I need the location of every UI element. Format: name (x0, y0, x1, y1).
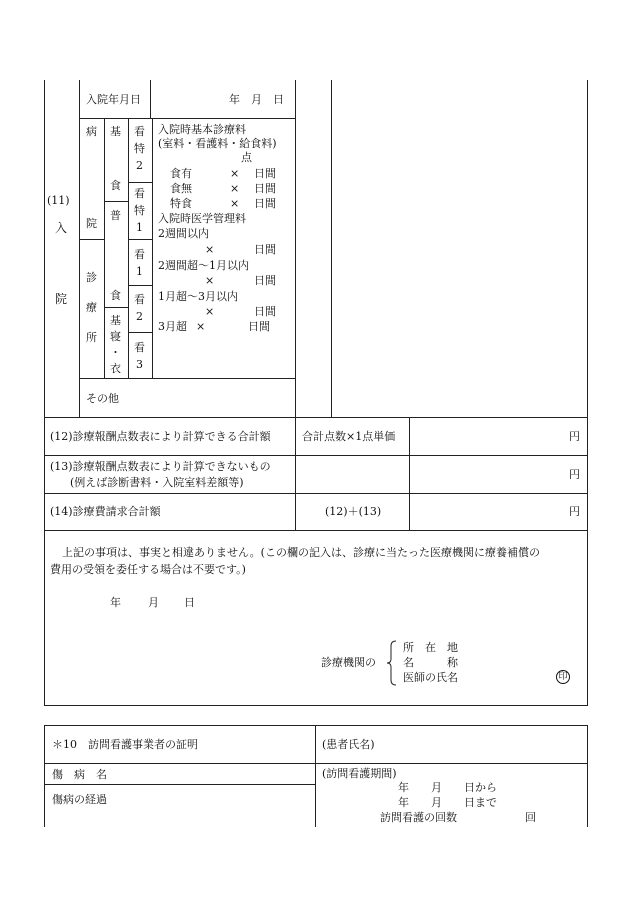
mgmt-unit: 日間 (254, 305, 276, 318)
meal-row-name: 食有 (170, 167, 192, 180)
kishin-char: 寝 (110, 330, 121, 343)
kan2-char: 2 (136, 310, 143, 323)
kan3-char: 3 (136, 358, 143, 371)
divider (44, 493, 588, 494)
over3-x: × (196, 320, 206, 333)
kan-toku2-char: 看 (134, 125, 145, 138)
section-14-formula: (12)＋(13) (325, 505, 382, 518)
mgmt-unit: 日間 (254, 274, 276, 287)
kan3-char: 看 (134, 341, 145, 354)
meal-row-name: 特食 (170, 197, 192, 210)
meal-row-unit: 日間 (254, 197, 276, 210)
kan-toku1-char: 看 (134, 187, 145, 200)
divider (128, 285, 153, 286)
kan1-char: 1 (136, 265, 143, 278)
divider (44, 417, 588, 418)
divider (295, 80, 296, 417)
kan-toku2-char: 2 (136, 159, 143, 172)
divider (152, 118, 153, 379)
seal-icon: 印 (556, 670, 570, 684)
institution-label: 診療機関の (321, 656, 376, 669)
section-11-char: 院 (55, 292, 68, 306)
meal-row-unit: 日間 (254, 182, 276, 195)
section-12-formula: 合計点数×1点単価 (302, 430, 396, 443)
divider (128, 118, 129, 379)
kan1-char: 看 (134, 248, 145, 261)
shinryojo-char: 療 (86, 301, 97, 314)
section-13-label-line2: (例えば診断書料・入院室料差額等) (70, 476, 244, 489)
divider (104, 118, 105, 379)
divider (104, 307, 129, 308)
meal-row-unit: 日間 (254, 167, 276, 180)
visit-count-unit: 回 (525, 811, 536, 824)
divider (128, 182, 153, 183)
divider (331, 80, 332, 417)
brace-icon (386, 640, 398, 686)
divider (587, 725, 588, 827)
section-13-unit: 円 (569, 468, 580, 481)
divider (104, 201, 129, 202)
name-label: 名 称 (403, 656, 458, 669)
admission-date-label: 入院年月日 (86, 93, 141, 106)
mgmt-period: 1月超〜3月以内 (158, 290, 238, 303)
divider (44, 763, 588, 764)
frame-right-line (587, 80, 588, 706)
basic-fee-sub: (室料・看護料・給食料) (158, 137, 277, 150)
divider (315, 725, 316, 827)
meal-row-x: × (230, 182, 240, 195)
injury-name-label: 傷 病 名 (52, 768, 107, 781)
date-month: 月 (148, 596, 159, 609)
visit-to: 年 月 日まで (398, 796, 497, 809)
shoku-char: 食 (110, 289, 121, 302)
divider (409, 417, 410, 531)
byoin-char: 病 (86, 125, 97, 138)
byoin-char: 院 (86, 217, 97, 230)
shoku-char: 食 (110, 179, 121, 192)
kan2-char: 看 (134, 293, 145, 306)
divider (44, 725, 588, 726)
meal-row-x: × (230, 197, 240, 210)
section-11-number: (11) (47, 194, 70, 207)
admission-date-value: 年 月 日 (229, 93, 284, 106)
meal-row-x: × (230, 167, 240, 180)
date-year: 年 (110, 596, 121, 609)
visit-count-label: 訪問看護の回数 (380, 811, 457, 824)
statement-line2: 費用の受領を委任する場合は不要です。) (50, 563, 246, 576)
frame-bottom-line (44, 705, 588, 706)
kishin-char: 基 (110, 314, 121, 327)
divider (295, 417, 296, 531)
kishin-char: ・ (110, 346, 121, 359)
over3-unit: 日間 (248, 320, 270, 333)
progress-label: 傷病の経過 (52, 793, 107, 806)
mgmt-x: × (205, 305, 215, 318)
fu-char: 普 (110, 209, 121, 222)
shinryojo-char: 診 (86, 271, 97, 284)
ki-char: 基 (110, 125, 121, 138)
date-day: 日 (184, 596, 195, 609)
kishin-char: 衣 (110, 362, 121, 375)
mgmt-unit: 日間 (254, 243, 276, 256)
mgmt-period: 2週間超〜1月以内 (158, 259, 249, 272)
divider (79, 378, 296, 379)
divider (44, 455, 588, 456)
address-label: 所 在 地 (403, 641, 458, 654)
visit-period-label: (訪問看護期間) (322, 767, 397, 780)
shinryojo-char: 所 (86, 331, 97, 344)
divider (128, 239, 153, 240)
basic-fee-title: 入院時基本診療料 (158, 123, 246, 136)
medical-mgmt-title: 入院時医学管理料 (158, 212, 246, 225)
section-12-label: (12)診療報酬点数表により計算できる合計額 (50, 430, 271, 443)
section-13-label-line1: (13)診療報酬点数表により計算できないもの (50, 460, 271, 473)
section-10-title: ＊10 訪問看護事業者の証明 (52, 738, 198, 751)
section-14-label: (14)診療費請求合計額 (50, 505, 161, 518)
divider (44, 725, 45, 827)
kan-toku1-char: 特 (134, 204, 145, 217)
other-label: その他 (86, 392, 119, 405)
visit-from: 年 月 日から (398, 781, 497, 794)
divider (150, 80, 151, 119)
divider (44, 784, 316, 785)
divider (44, 530, 588, 531)
statement-line1: 上記の事項は、事実と相違ありません。(この欄の記入は、診療に当たった医療機関に療養補償の (62, 546, 540, 559)
mgmt-x: × (205, 243, 215, 256)
meal-row-name: 食無 (170, 182, 192, 195)
mgmt-x: × (205, 274, 215, 287)
section-14-unit: 円 (569, 505, 580, 518)
divider (79, 80, 80, 417)
divider (128, 332, 153, 333)
section-11-char: 入 (55, 221, 68, 235)
patient-name-label: (患者氏名) (322, 738, 375, 751)
kan-toku1-char: 1 (136, 221, 143, 234)
divider (79, 118, 296, 119)
frame-left-line (44, 80, 45, 706)
section-12-unit: 円 (569, 430, 580, 443)
points-label: 点 (241, 151, 252, 164)
kan-toku2-char: 特 (134, 142, 145, 155)
divider (79, 239, 105, 240)
mgmt-period: 2週間以内 (158, 227, 209, 240)
over3-period: 3月超 (158, 320, 187, 333)
doctor-label: 医師の氏名 (403, 671, 458, 684)
